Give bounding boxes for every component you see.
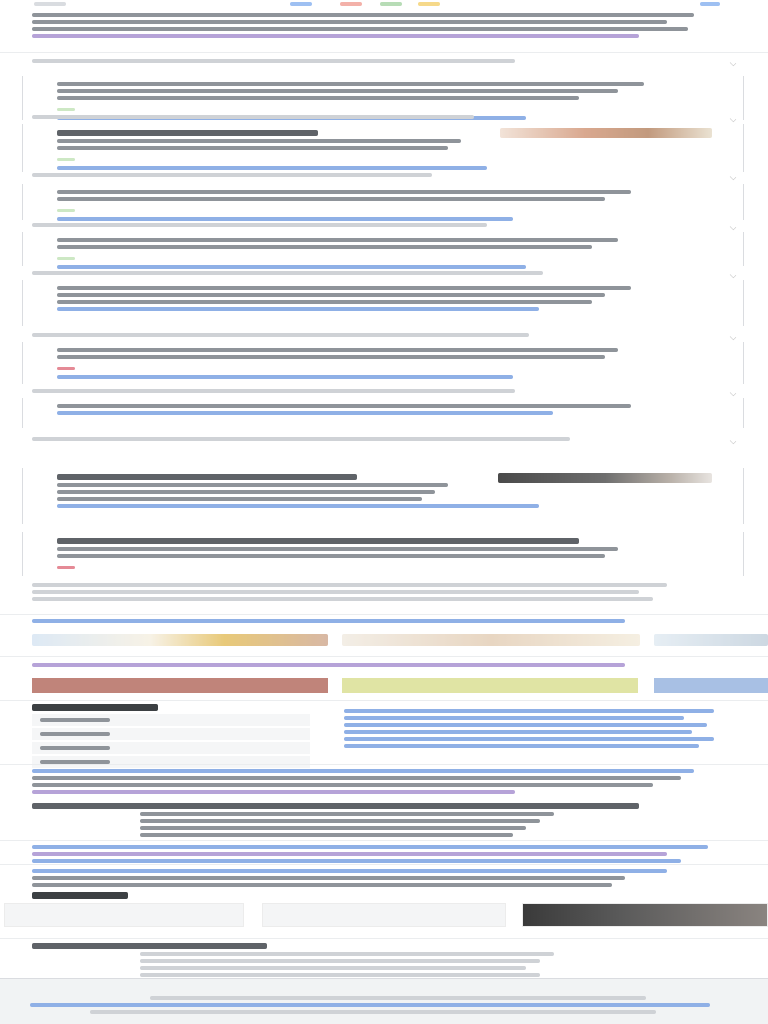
more-questions bbox=[32, 580, 722, 608]
answer-thumbnail[interactable] bbox=[500, 128, 712, 138]
web-result[interactable] bbox=[32, 866, 722, 890]
chevron-down-icon[interactable] bbox=[730, 334, 736, 340]
video-link[interactable] bbox=[344, 723, 707, 727]
chevron-down-icon[interactable] bbox=[730, 60, 736, 66]
answer-card bbox=[22, 342, 744, 384]
video-link[interactable] bbox=[344, 709, 714, 713]
nav-chip[interactable] bbox=[418, 2, 440, 6]
featured-answer bbox=[32, 10, 722, 41]
chevron-down-icon[interactable] bbox=[730, 438, 736, 444]
image-tile[interactable] bbox=[654, 634, 768, 646]
related-search-link[interactable] bbox=[140, 973, 540, 977]
chevron-down-icon[interactable] bbox=[730, 272, 736, 278]
video-link[interactable] bbox=[344, 730, 692, 734]
answer-card bbox=[22, 232, 744, 266]
answer-thumbnail[interactable] bbox=[498, 473, 712, 483]
nav-chip[interactable] bbox=[290, 2, 312, 6]
source-link[interactable] bbox=[57, 375, 513, 379]
chevron-down-icon[interactable] bbox=[730, 174, 736, 180]
related-search-link[interactable] bbox=[140, 959, 540, 963]
question-row[interactable] bbox=[32, 434, 722, 450]
color-row-header bbox=[32, 660, 722, 676]
images-heading bbox=[32, 892, 128, 899]
image-card[interactable] bbox=[262, 903, 506, 927]
web-result[interactable] bbox=[32, 766, 722, 797]
related-searches bbox=[32, 940, 722, 980]
video-item[interactable] bbox=[32, 728, 310, 740]
color-swatch[interactable] bbox=[654, 678, 768, 693]
source-link[interactable] bbox=[57, 411, 553, 415]
video-item[interactable] bbox=[32, 714, 310, 726]
page-footer bbox=[0, 978, 768, 1024]
image-tile[interactable] bbox=[342, 634, 640, 646]
top-navigation bbox=[0, 0, 768, 8]
image-tile[interactable] bbox=[32, 634, 328, 646]
answer-card bbox=[22, 532, 744, 576]
video-results bbox=[344, 706, 722, 751]
chevron-down-icon[interactable] bbox=[730, 390, 736, 396]
video-link[interactable] bbox=[344, 716, 684, 720]
related-search-link[interactable] bbox=[140, 952, 554, 956]
video-link[interactable] bbox=[344, 744, 699, 748]
image-card[interactable] bbox=[4, 903, 244, 927]
web-result[interactable] bbox=[32, 842, 722, 866]
video-item[interactable] bbox=[32, 742, 310, 754]
color-swatch[interactable] bbox=[32, 678, 328, 693]
source-link[interactable] bbox=[57, 504, 539, 508]
chevron-down-icon[interactable] bbox=[730, 224, 736, 230]
source-link[interactable] bbox=[57, 307, 539, 311]
nav-chip[interactable] bbox=[380, 2, 402, 6]
answer-card bbox=[22, 184, 744, 220]
color-swatch[interactable] bbox=[342, 678, 638, 693]
answer-card bbox=[22, 398, 744, 428]
related-search-link[interactable] bbox=[140, 966, 526, 970]
web-result[interactable] bbox=[32, 800, 722, 840]
nav-tab[interactable] bbox=[34, 2, 66, 6]
nav-chip[interactable] bbox=[340, 2, 362, 6]
question-row[interactable] bbox=[32, 56, 722, 72]
videos-heading bbox=[32, 704, 158, 711]
answer-card bbox=[22, 280, 744, 326]
image-strip-header bbox=[32, 616, 722, 632]
account-button[interactable] bbox=[700, 2, 720, 6]
image-card[interactable] bbox=[522, 903, 768, 927]
video-link[interactable] bbox=[344, 737, 714, 741]
